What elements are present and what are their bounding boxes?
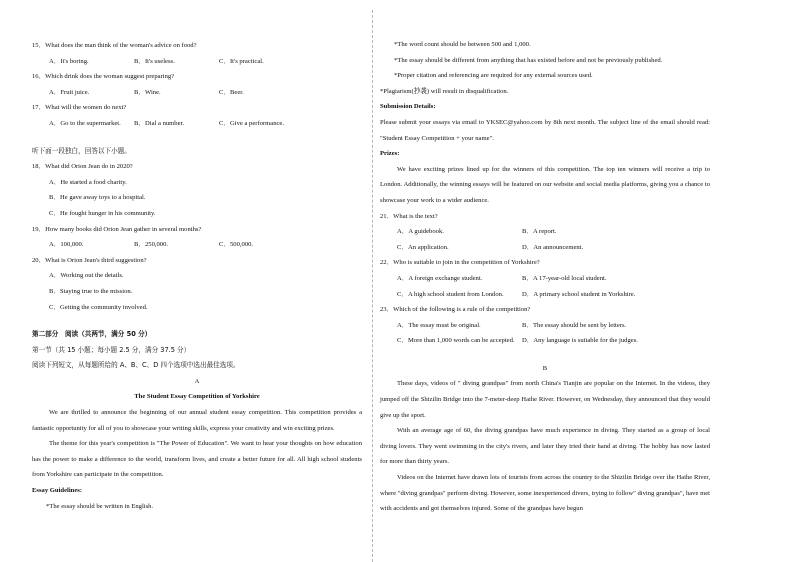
passage-b-label: B (542, 364, 548, 372)
option-b: B．250,000. (134, 241, 169, 249)
prizes-label: Prizes: (380, 150, 400, 158)
option-a: A．The essay must be original. (397, 321, 481, 329)
options-row (380, 318, 710, 334)
right-column (380, 38, 710, 517)
option-c: C．A high school student from London. (397, 290, 504, 298)
option-a: A．100,000. (49, 241, 84, 249)
spacer (380, 349, 710, 361)
guideline-item: *Proper citation and referencing are required for any external sources used. (394, 72, 593, 80)
option-a: A．Go to the supermarket. (49, 119, 121, 127)
option-c: C．More than 1,000 words can be accepted. (397, 337, 515, 345)
passage-a-title: The Student Essay Competition of Yorkshire (134, 393, 260, 401)
option-c: C．Beer. (219, 88, 244, 96)
option-a: A．A foreign exchange student. (397, 274, 483, 282)
option-b: B．A 17-year-old local student. (522, 274, 607, 282)
submission-label: Submission Details: (380, 103, 436, 111)
spacer (32, 315, 362, 327)
submission-text: Please submit your essays via email to YKSEC@yahoo.com by 8th next month. The subject line of the email should read: "Student Essay Competition + your name". (380, 118, 710, 142)
option-c: C．Give a performance. (219, 119, 284, 127)
question-stem: 20．What is Orion Jean's third suggestion? (32, 256, 147, 264)
section1-instruction: 阅读下列短文，从每题所给的 A、B、C、D 四个选项中选出最佳选项。 (32, 361, 240, 370)
guideline-item: *The essay should be written in English. (46, 502, 154, 510)
option-a: A．A guidebook. (397, 228, 444, 236)
options-row (380, 224, 710, 240)
option-c: C．500,000. (219, 241, 254, 249)
options-row (32, 54, 362, 70)
spacer (32, 132, 362, 144)
option-c: C．It's practical. (219, 57, 264, 65)
option-c: C．An application. (397, 243, 449, 251)
question-stem: 16．Which drink does the woman suggest preparing? (32, 73, 175, 81)
option-b: B．Dial a number. (134, 119, 184, 127)
options-row (32, 116, 362, 132)
option-b: B．Staying true to the mission. (49, 287, 133, 295)
option-d: D．Any language is suitable for the judges. (522, 337, 638, 345)
passage-a-paragraph-1: We are thrilled to announce the beginning of our annual student essay competition. This competition provides a fantastic opportunity for all of you to showcase your writing skills, express your creativity and win exciting prizes. (32, 409, 362, 432)
question-stem: 18．What did Orion Jean do in 2020? (32, 163, 133, 171)
passage-b-paragraph-3: Videos on the Internet have drawn lots of tourists from across the country to the Shizilin Bridge over the Haihe River, where "diving grandpas" perform diving. However, some inexperienced divers, trying to follow" diving grandpas", have met with accidents and got themselves injured. Some of the grandpas have begun (380, 474, 710, 513)
part2-title: 第二部分 阅读（共两节，满分 50 分） (32, 330, 152, 339)
option-c: C．He fought hunger in his community. (49, 209, 156, 217)
prizes-text: We have exciting prizes lined up for the winners of this competition. The top ten winners will receive a trip to London. Additionally, the winning essays will be featured on our website and social media platforms, giving you a chance to showcase your work to a wider audience. (380, 165, 710, 204)
option-b: B．Wine. (134, 88, 161, 96)
question-stem: 17．What will the women do next? (32, 104, 127, 112)
option-b: B．The essay should be sent by letters. (522, 321, 627, 329)
option-b: B．It's useless. (134, 57, 175, 65)
options-row (32, 85, 362, 101)
option-d: D．A primary school student in Yorkshire. (522, 290, 636, 298)
question-stem: 19．How many books did Orion Jean gather in several months? (32, 225, 202, 233)
section1-title: 第一节（共 15 小题；每小题 2.5 分，满分 37.5 分） (32, 345, 191, 354)
options-row (380, 287, 710, 303)
question-stem: 23．Which of the following is a rule of the competition? (380, 306, 531, 314)
guidelines-label: Essay Guidelines: (32, 487, 83, 495)
passage-b-paragraph-1: These days, videos of " diving grandpas" from north China's Tianjin are popular on the Internet. In the videos, they jumped off the Shizilin Bridge into the 7-meter-deep Haihe River. However, on Wednesday, they announced that they would give up the sport. (380, 380, 710, 419)
option-b: B．A report. (522, 228, 557, 236)
options-row (32, 237, 362, 253)
options-row (380, 271, 710, 287)
guideline-item: *The essay should be different from anything that has existed before and not be previously published. (394, 56, 663, 64)
option-d: D．An announcement. (522, 243, 584, 251)
left-column (32, 38, 362, 514)
options-row (380, 240, 710, 256)
column-divider (372, 10, 373, 562)
question-stem: 15．What does the man think of the woman's advice on food? (32, 42, 197, 49)
question-stem: 21．What is the text? (380, 212, 438, 220)
passage-a-label: A (194, 377, 200, 385)
passage-b-paragraph-2: With an average age of 60, the diving grandpas have much experience in diving. They started as a group of local diving lovers. They went swimming in the city's rivers, and later they tried their hand at diving. The hobby has now lasted for more than thirty years. (380, 427, 710, 466)
option-a: A．Working out the details. (49, 272, 124, 280)
plagiarism-note: *Plagiarism(抄袭) will result in disqualification. (380, 87, 509, 95)
option-a: A．It's boring. (49, 57, 89, 65)
option-a: A．He started a food charity. (49, 178, 127, 186)
question-stem: 22．Who is suitable to join in the competition of Yorkshire? (380, 259, 540, 267)
option-c: C．Getting the community involved. (49, 303, 148, 311)
option-a: A．Fruit juice. (49, 88, 90, 96)
passage-a-paragraph-2: The theme for this year's competition is "The Power of Education". We want to hear your thoughts on how education has the power to make a difference to the world, transform lives, and create a better future for all. All high school students from Yorkshire can participate in the competition. (32, 440, 362, 479)
guideline-item: *The word count should be between 500 and 1,000. (394, 41, 531, 48)
monologue-instruction: 听下面一段独白，回答以下小题。 (32, 146, 131, 155)
option-b: B．He gave away toys to a hospital. (49, 194, 146, 202)
options-row (380, 333, 710, 349)
